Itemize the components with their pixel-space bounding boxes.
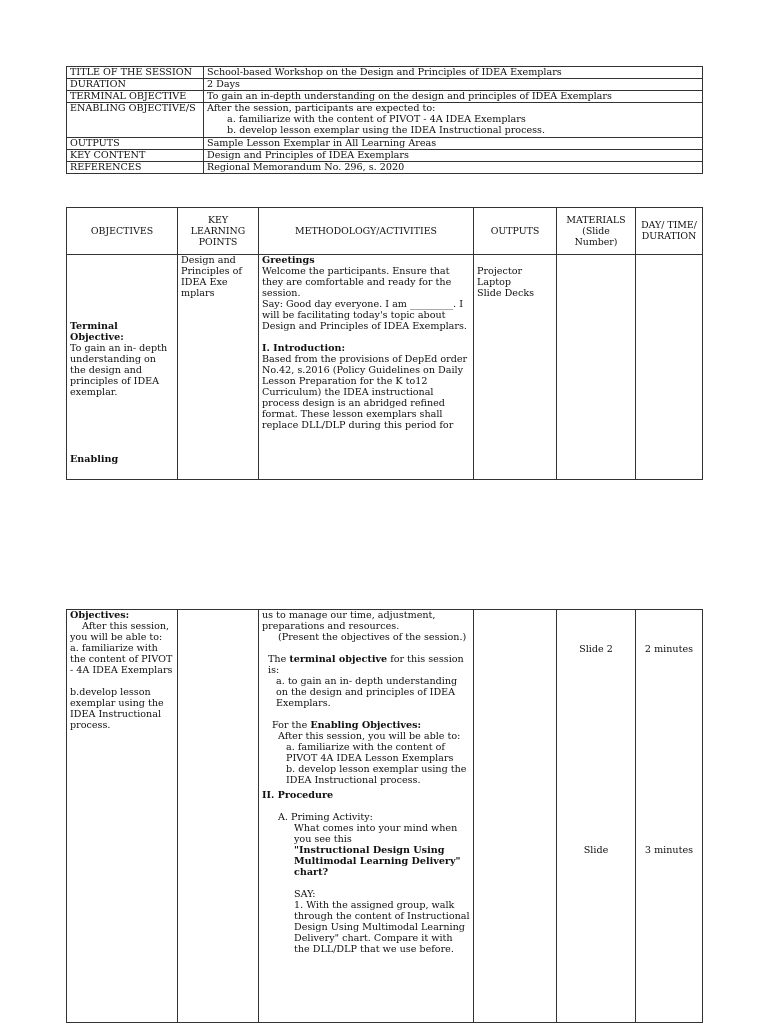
present-objectives: (Present the objectives of the session.): [278, 632, 467, 643]
info-label: ENABLING OBJECTIVE/S: [67, 103, 204, 138]
priming-activity: A. Priming Activity:: [278, 812, 373, 823]
info-value: School-based Workshop on the Design and Principles of IDEA Exemplars: [204, 67, 703, 79]
info-label: DURATION: [67, 79, 204, 91]
priming-chart-name: "Instructional Design Using Multimodal Learning Delivery" chart?: [294, 845, 461, 878]
greetings-text: Welcome the participants. Ensure that they are comfortable and ready for the session.: [262, 266, 452, 299]
header-materials: MATERIALS (Slide Number): [557, 208, 636, 255]
output-item: Laptop: [477, 277, 512, 288]
methodology-cell: [259, 255, 474, 480]
terminal-item: a. to gain an in- depth understanding on the design and principles of IDEA Exemplars.: [276, 676, 458, 709]
material-slide: Slide: [583, 845, 609, 856]
table-row: [67, 162, 703, 174]
material-slide-2: Slide 2: [579, 644, 613, 655]
session-info-table: [66, 66, 703, 174]
introduction-heading: I. Introduction:: [262, 343, 346, 354]
objectives-heading: Objectives:: [70, 610, 130, 621]
objectives-cell: [67, 255, 178, 480]
say-text: Say: Good day everyone. I am _________. I will be facilitating today's topic about Design and Principles of IDEA Exemplars.: [262, 299, 467, 332]
enabling-item-a: a. familiarize with the content of PIVOT 4A IDEA Lesson Exemplars: [286, 742, 454, 764]
session-plan-table: [66, 207, 703, 480]
info-label: REFERENCES: [67, 162, 204, 174]
enabling-bold: Enabling Objectives:: [310, 720, 422, 731]
duration-cell: [636, 610, 703, 1023]
info-value: To gain an in-depth understanding on the design and principles of IDEA Exemplars: [204, 91, 703, 103]
enabling-item: b. develop lesson exemplar using the IDEA Instructional process.: [227, 125, 546, 136]
enabling-heading: Enabling: [70, 454, 119, 465]
header-outputs: OUTPUTS: [474, 208, 557, 255]
enabling-line: [262, 720, 470, 731]
materials-cell: [557, 610, 636, 1023]
info-value-enabling: [204, 103, 703, 138]
table-header-row: [67, 208, 703, 255]
duration-3-minutes: 3 minutes: [644, 845, 694, 856]
objectives-item: a. familiarize with the content of PIVOT - 4A IDEA Exemplars: [70, 643, 173, 676]
say-text: 1. With the assigned group, walk through the content of Instructional Design Using Multimodal Learning Delivery" chart. Compare it with the DLL/DLP that we use before.: [294, 900, 470, 955]
info-label: OUTPUTS: [67, 138, 204, 150]
greetings-heading: Greetings: [262, 255, 315, 266]
session-plan-table-continued: [66, 609, 703, 1023]
outputs-cell: [474, 255, 557, 480]
objectives-cell: [67, 610, 178, 1023]
outputs-cell: [474, 610, 557, 1023]
terminal-objective-heading: Terminal Objective:: [70, 321, 124, 343]
table-row: [67, 91, 703, 103]
enabling-item: a. familiarize with the content of PIVOT - 4A IDEA Exemplars: [227, 114, 526, 125]
info-value: Regional Memorandum No. 296, s. 2020: [204, 162, 703, 174]
info-label: KEY CONTENT: [67, 150, 204, 162]
priming-question: What comes into your mind when you see this: [294, 823, 458, 845]
duration-cell: [636, 255, 703, 480]
terminal-post: for this session is:: [268, 654, 464, 676]
table-row: [67, 150, 703, 162]
say-heading: SAY:: [294, 889, 316, 900]
enabling-item-b: b. develop lesson exemplar using the IDEA Instructional process.: [286, 764, 467, 786]
key-points-cell: Design and Principles of IDEA Exe mplars: [178, 255, 259, 480]
table-row: [67, 67, 703, 79]
terminal-pre: The: [268, 654, 290, 665]
terminal-objective-text: To gain an in- depth understanding on the design and principles of IDEA exemplar.: [70, 343, 168, 398]
procedure-heading: II. Procedure: [262, 790, 334, 801]
introduction-text: Based from the provisions of DepEd order No.42, s.2016 (Policy Guidelines on Daily Lesson Preparation for the K to12 Curriculum) the IDEA instructional process design is an abridged refined format. These lesson exemplars shall replace DLL/DLP during this period for: [262, 354, 468, 431]
output-item: Projector: [477, 266, 523, 277]
info-label: TERMINAL OBJECTIVE: [67, 91, 204, 103]
header-objectives: OBJECTIVES: [67, 208, 178, 255]
table-row: [67, 103, 703, 138]
enabling-pre: For the: [272, 720, 311, 731]
materials-cell: [557, 255, 636, 480]
info-value: Sample Lesson Exemplar in All Learning Areas: [204, 138, 703, 150]
info-value: Design and Principles of IDEA Exemplars: [204, 150, 703, 162]
output-item: Slide Decks: [477, 288, 535, 299]
header-duration: DAY/ TIME/ DURATION: [636, 208, 703, 255]
objectives-item: b.develop lesson exemplar using the IDEA Instructional process.: [70, 687, 164, 731]
duration-2-minutes: 2 minutes: [644, 644, 694, 655]
info-label: TITLE OF THE SESSION: [67, 67, 204, 79]
info-value: 2 Days: [204, 79, 703, 91]
table-row: [67, 138, 703, 150]
enabling-intro: After this session, you will be able to:: [278, 731, 461, 742]
continued-text: us to manage our time, adjustment, preparations and resources.: [262, 610, 436, 632]
key-points-cell: [178, 610, 259, 1023]
table-row: [67, 255, 703, 480]
header-methodology: METHODOLOGY/ACTIVITIES: [259, 208, 474, 255]
objectives-intro: After this session, you will be able to:: [70, 621, 170, 643]
terminal-bold: terminal objective: [289, 654, 388, 665]
terminal-objective-line: [262, 654, 470, 676]
table-row: [67, 79, 703, 91]
header-key-learning-points: KEY LEARNING POINTS: [178, 208, 259, 255]
table-row: [67, 610, 703, 1023]
enabling-intro: After the session, participants are expected to:: [207, 103, 436, 114]
methodology-cell: [259, 610, 474, 1023]
